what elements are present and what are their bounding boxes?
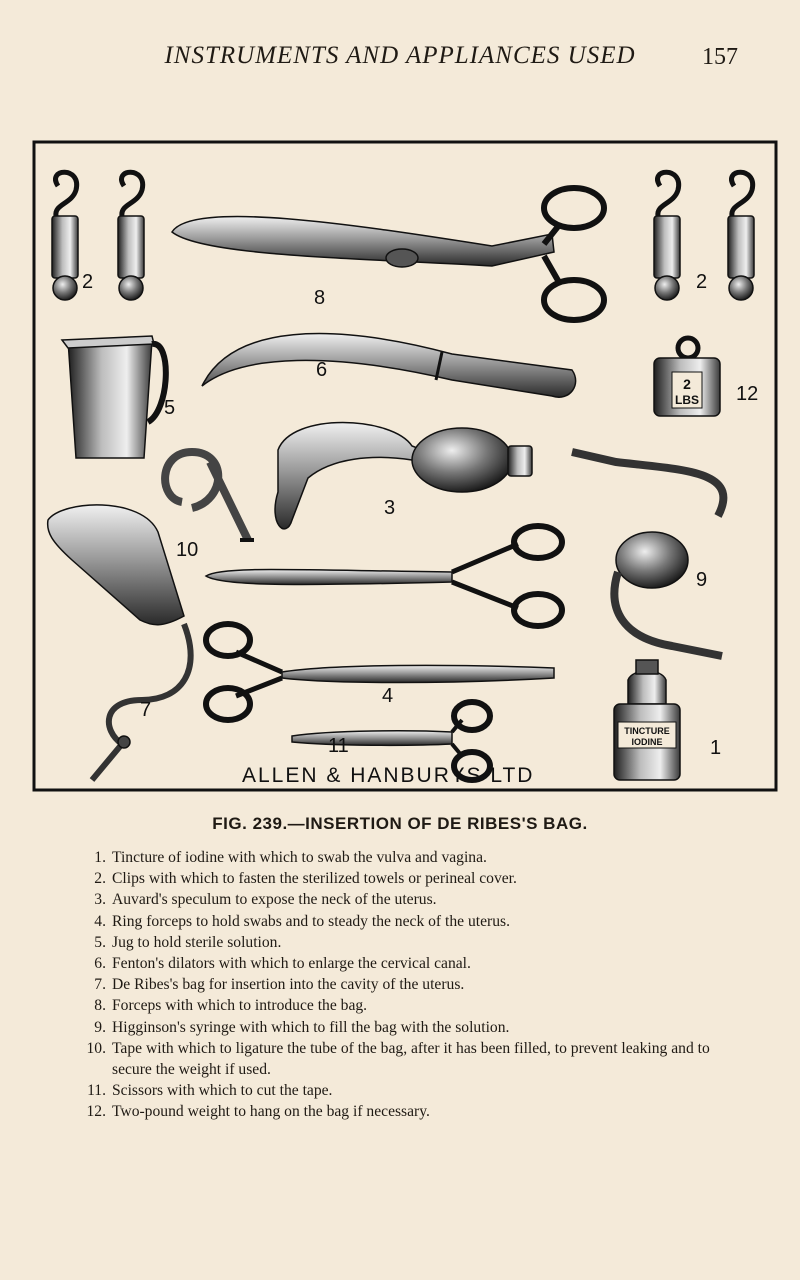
figure-label-9: 9 [696, 569, 708, 591]
figure-label-8: 8 [314, 287, 326, 309]
legend-number: 9. [94, 1018, 106, 1036]
figure-label-10: 10 [176, 539, 199, 561]
legend-text: Ring forceps to hold swabs and to steady the neck of the uterus. [112, 912, 510, 930]
figure-label-12: 12 [736, 383, 759, 405]
jug-illustration [62, 336, 166, 458]
legend-number: 10. [86, 1039, 106, 1057]
figure-caption: FIG. 239.—INSERTION OF DE RIBES'S BAG. [212, 814, 588, 833]
legend-number: 11. [87, 1082, 106, 1100]
figure-label-6: 6 [316, 359, 328, 381]
legend-text: Tape with which to ligature the tube of the bag, after it has been filled, to prevent leaking and to secure the weight if used. [112, 1039, 710, 1079]
legend-text: Auvard's speculum to expose the neck of the uterus. [112, 891, 437, 909]
running-header: INSTRUMENTS AND APPLIANCES USED [164, 42, 636, 69]
figure-legend [76, 847, 736, 1123]
figure-label-2-left: 2 [82, 271, 94, 293]
legend-number: 1. [94, 849, 106, 866]
legend-number: 2. [94, 870, 106, 888]
figure-label-3: 3 [384, 497, 396, 519]
legend-text: Jug to hold sterile solution. [112, 933, 282, 951]
list-item [76, 911, 736, 932]
iodine-jar-illustration [614, 660, 680, 780]
legend-number: 5. [94, 933, 106, 951]
legend-text: Tincture of iodine with which to swab the vulva and vagina. [112, 849, 487, 866]
list-item [76, 889, 736, 910]
legend-text: Scissors with which to cut the tape. [112, 1082, 333, 1100]
legend-text: Two-pound weight to hang on the bag if necessary. [112, 1103, 430, 1121]
list-item [76, 953, 736, 974]
figure-label-1: 1 [710, 737, 722, 759]
instrument-plate [32, 140, 778, 792]
list-item [76, 847, 736, 868]
figure-label-2-right: 2 [696, 271, 708, 293]
legend-number: 6. [94, 955, 106, 973]
legend-number: 8. [94, 997, 106, 1015]
figure-label-7: 7 [140, 699, 152, 721]
de-ribes-bag-illustration [48, 505, 191, 780]
legend-number: 12. [86, 1103, 106, 1121]
legend-text: Forceps with which to introduce the bag. [112, 997, 368, 1015]
weight-number: 2 [683, 376, 691, 392]
list-item [76, 868, 736, 889]
page-number: 157 [702, 44, 738, 70]
legend-text: Higginson's syringe with which to fill the bag with the solution. [112, 1018, 510, 1036]
list-item [76, 1101, 736, 1122]
list-item [76, 932, 736, 953]
introducer-forceps-illustration [172, 188, 604, 320]
figure-label-11: 11 [328, 735, 349, 757]
legend-text: Clips with which to fasten the sterilized towels or perineal cover. [112, 870, 517, 888]
maker-imprint: ALLEN & HANBURYS LTD [242, 764, 535, 787]
legend-number: 4. [94, 912, 106, 930]
legend-text: Fenton's dilators with which to enlarge the cervical canal. [112, 955, 471, 973]
legend-text: De Ribes's bag for insertion into the cavity of the uterus. [112, 976, 465, 994]
jar-label-tincture: TINCTURE [624, 726, 670, 736]
list-item [76, 995, 736, 1016]
list-item [76, 974, 736, 995]
list-item [76, 1017, 736, 1038]
jar-label-iodine: IODINE [631, 737, 663, 747]
list-item [76, 1038, 736, 1080]
tape-roll-illustration [165, 452, 254, 540]
legend-number: 3. [94, 891, 106, 909]
figure-label-4: 4 [382, 685, 394, 707]
speculum-illustration [275, 423, 532, 529]
higginson-syringe-illustration [572, 452, 723, 656]
legend-number: 7. [94, 976, 106, 994]
list-item [76, 1080, 736, 1101]
figure-label-5: 5 [164, 397, 176, 419]
weight-unit: LBS [675, 393, 699, 407]
dilator-illustration [202, 334, 576, 398]
